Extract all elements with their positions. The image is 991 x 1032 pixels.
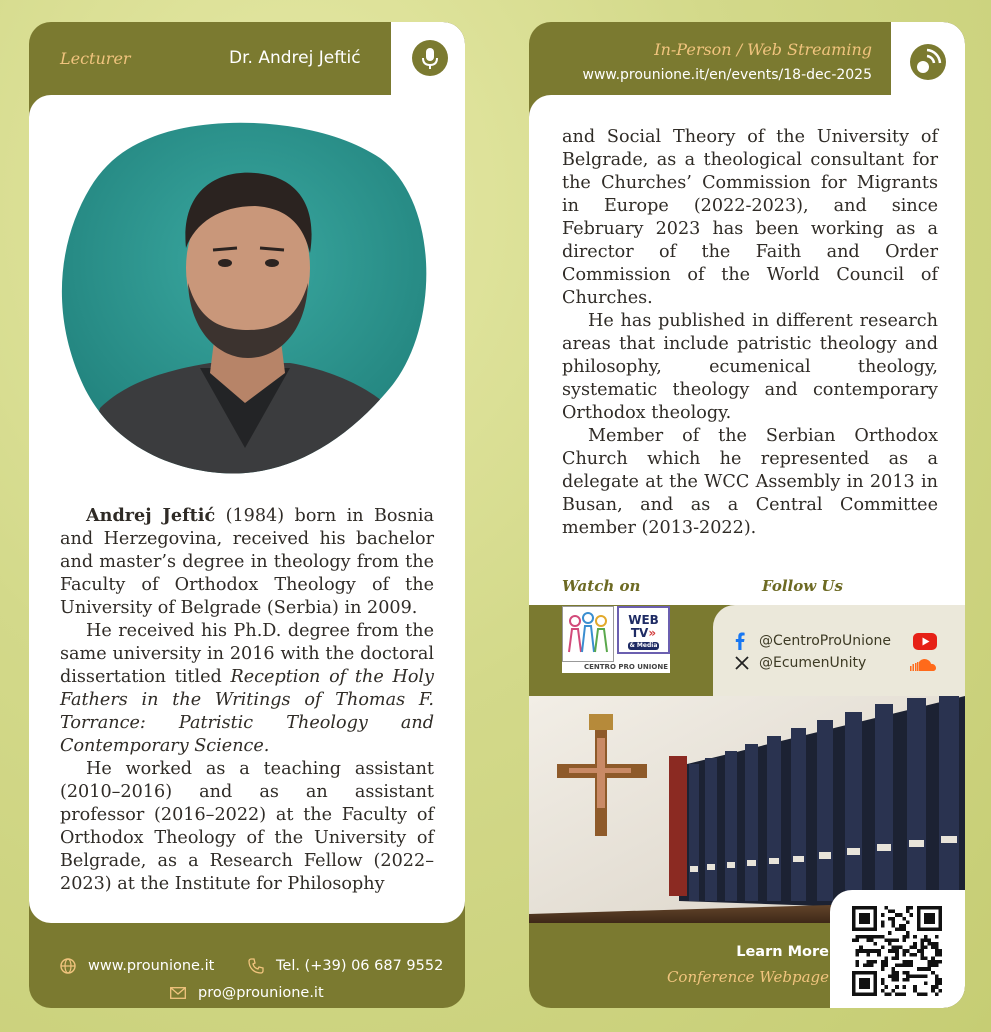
event-mode: In-Person / Web Streaming (654, 40, 872, 59)
facebook-link[interactable] (735, 632, 891, 650)
microphone-icon (412, 40, 448, 76)
conference-webpage-link[interactable]: Conference Webpage (666, 968, 829, 986)
broadcast-icon (910, 44, 946, 80)
webtv-media: & Media (629, 642, 658, 649)
portrait-photo (60, 118, 434, 475)
email-link[interactable] (170, 985, 324, 1001)
email-text: pro@prounione.it (198, 985, 324, 1001)
globe-icon (60, 958, 76, 974)
webtv-line2: TV (630, 626, 649, 640)
website-link[interactable] (60, 958, 214, 974)
library-photo (529, 696, 965, 923)
event-url[interactable]: www.prounione.it/en/events/18-dec-2025 (582, 67, 872, 83)
watch-on-label: Watch on (562, 577, 641, 595)
x-link[interactable] (735, 655, 866, 671)
youtube-icon[interactable] (913, 633, 937, 654)
phone-text: Tel. (+39) 06 687 9552 (276, 958, 444, 974)
bio-text (60, 504, 434, 896)
soundcloud-icon[interactable] (909, 657, 937, 676)
bio-paragraph-1: (1984) born in Bosnia and Herzegovina, received his bachelor and master’s degree in theology from the Faculty of Orthodox Theology of the University of Belgrade (Serbia) in 2009. (60, 506, 434, 618)
webtv-line2-wrap (619, 627, 668, 640)
mail-icon (170, 987, 186, 999)
x-handle: @EcumenUnity (759, 655, 867, 671)
event-panel (529, 22, 965, 1008)
facebook-handle: @CentroProUnione (759, 633, 892, 649)
phone-link[interactable] (248, 958, 443, 974)
bio-continued-text (562, 126, 938, 540)
bio-name: Andrej Jeftić (86, 505, 216, 526)
bio-continued-paragraph-1: and Social Theory of the University of Belgrade, as a theological consultant for the Churches’ Commission for Migrants in Europe (2022-2023), and since February 2023 has been working as a director of the Faith and Order Commission of the World Council of Churches. (562, 127, 938, 308)
learn-more-label: Learn More (736, 944, 829, 960)
contact-footer (29, 937, 465, 1008)
bio-paragraph-2: He received his Ph.D. degree from the same university in 2016 with the doctoral dissertation titled (60, 621, 434, 687)
forward-icon: » (648, 626, 657, 640)
bio-paragraph-3: He worked as a teaching assistant (2010–2016) and as an assistant professor (2016–2022) at the Faculty of Orthodox Theology of the University of Belgrade, as a Research Fellow (2022–2023) at the Institute for Philosophy (60, 759, 434, 894)
people-logo-icon (562, 606, 614, 662)
webtv-caption: CENTRO PRO UNIONE (584, 663, 668, 671)
lecturer-label: Lecturer (60, 49, 131, 68)
webtv-line1: WEB (628, 613, 659, 627)
lecturer-panel (29, 22, 465, 1008)
phone-icon (248, 958, 264, 974)
follow-us-label: Follow Us (762, 577, 843, 595)
social-box (713, 605, 965, 696)
bio-continued-paragraph-2: He has published in different research areas that include patristic theology and philosophy, ecumenical theology, systematic theology and contemporary Orthodox theology. (562, 311, 938, 423)
lecturer-name: Dr. Andrej Jeftić (229, 48, 361, 68)
webtv-logo[interactable] (562, 606, 670, 673)
website-text: www.prounione.it (88, 958, 215, 974)
x-icon (735, 656, 749, 670)
dissertation-title: Reception of the Holy Fathers in the Writings of Thomas F. Torrance: Patristic Theology and Contemporary Science. (60, 667, 434, 756)
facebook-icon (735, 632, 749, 650)
webtv-badge (617, 606, 670, 654)
qr-code[interactable] (852, 906, 942, 996)
bio-continued-paragraph-3: Member of the Serbian Orthodox Church which he represented as a delegate at the WCC Assembly in 2013 in Busan, and as a Central Committee member (2013-2022). (562, 426, 938, 538)
